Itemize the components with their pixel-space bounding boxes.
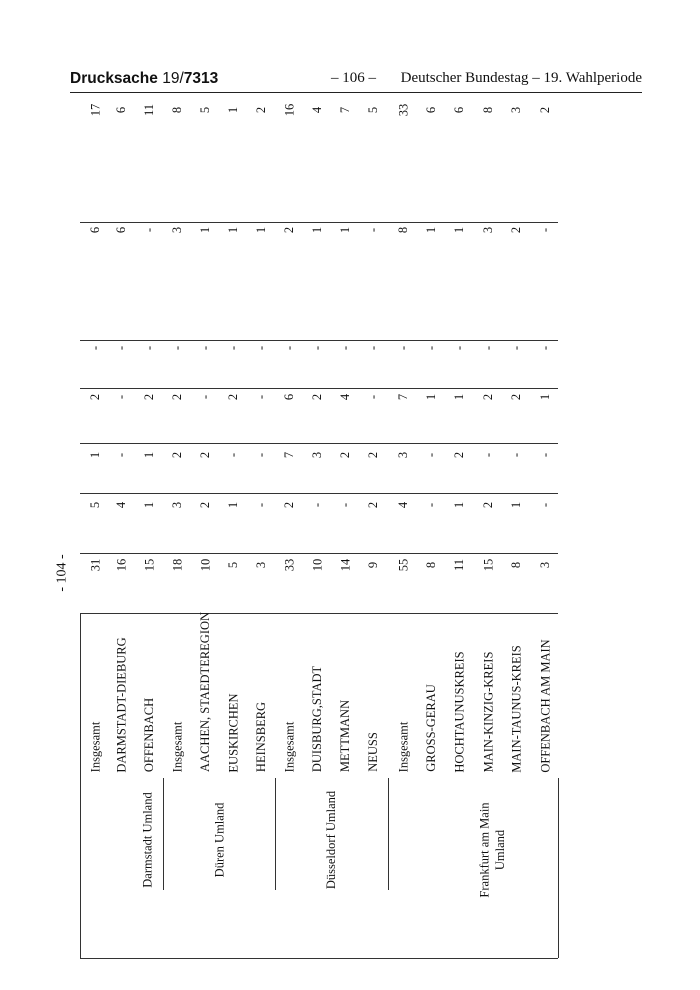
value-cell: - bbox=[481, 452, 496, 458]
rotated-page-number: - 104 - bbox=[54, 554, 70, 592]
row-label: OFFENBACH bbox=[142, 697, 157, 773]
table-right-border bbox=[558, 778, 559, 958]
group-separator bbox=[163, 778, 164, 890]
value-cell: 2 bbox=[198, 501, 213, 509]
value-cell: 11 bbox=[452, 558, 467, 572]
row-label: HOCHTAUNUSKREIS bbox=[452, 650, 467, 773]
value-cell: 3 bbox=[396, 451, 411, 459]
row-label: NEUSS bbox=[365, 732, 380, 772]
value-cell: 4 bbox=[310, 106, 325, 114]
value-cell: 9 bbox=[366, 561, 381, 569]
value-cell: - bbox=[142, 345, 157, 351]
group-label: Düren Umland bbox=[211, 802, 226, 878]
value-cell: - bbox=[424, 452, 439, 458]
value-cell: - bbox=[509, 345, 524, 351]
value-cell: 2 bbox=[481, 393, 496, 401]
row-label: Insgesamt bbox=[87, 721, 102, 772]
value-cell: 2 bbox=[481, 501, 496, 509]
row-label: OFFENBACH AM MAIN bbox=[538, 638, 553, 773]
value-cell: - bbox=[170, 345, 185, 351]
value-cell: - bbox=[538, 227, 553, 233]
row-label: MAIN-KINZIG-KREIS bbox=[480, 651, 495, 772]
group-label: Frankfurt am Main bbox=[477, 802, 492, 898]
value-cell: 2 bbox=[538, 106, 553, 114]
value-cell: 5 bbox=[88, 501, 103, 509]
value-cell: 3 bbox=[538, 561, 553, 569]
value-cell: - bbox=[88, 345, 103, 351]
row-label: AACHEN, STAEDTEREGION bbox=[198, 611, 213, 773]
value-cell: 1 bbox=[254, 226, 269, 234]
value-cell: - bbox=[396, 345, 411, 351]
value-cell: 6 bbox=[424, 106, 439, 114]
value-cell: 5 bbox=[198, 106, 213, 114]
column-separator bbox=[80, 340, 558, 341]
value-cell: 5 bbox=[366, 106, 381, 114]
value-cell: - bbox=[254, 502, 269, 508]
value-cell: 7 bbox=[396, 393, 411, 401]
column-separator bbox=[80, 553, 558, 554]
value-cell: 1 bbox=[142, 501, 157, 509]
value-cell: 1 bbox=[424, 393, 439, 401]
value-cell: 2 bbox=[509, 393, 524, 401]
value-cell: 1 bbox=[88, 451, 103, 459]
value-cell: 1 bbox=[452, 393, 467, 401]
value-cell: 2 bbox=[88, 393, 103, 401]
value-cell: - bbox=[538, 452, 553, 458]
value-cell: - bbox=[114, 452, 129, 458]
value-cell: 2 bbox=[366, 501, 381, 509]
value-cell: - bbox=[254, 394, 269, 400]
row-label: HEINSBERG bbox=[254, 701, 269, 773]
value-cell: 2 bbox=[198, 451, 213, 459]
value-cell: 2 bbox=[452, 451, 467, 459]
value-cell: - bbox=[310, 502, 325, 508]
value-cell: 1 bbox=[198, 226, 213, 234]
value-cell: 33 bbox=[395, 103, 410, 117]
column-separator bbox=[80, 388, 558, 389]
value-cell: - bbox=[198, 394, 213, 400]
column-separator bbox=[80, 222, 558, 223]
value-cell: 1 bbox=[310, 226, 325, 234]
value-cell: 2 bbox=[226, 393, 241, 401]
value-cell: 6 bbox=[282, 393, 297, 401]
value-cell: - bbox=[338, 345, 353, 351]
document-number bbox=[70, 70, 218, 90]
value-cell: 1 bbox=[226, 226, 241, 234]
row-label: Insgesamt bbox=[281, 721, 296, 772]
value-cell: 11 bbox=[142, 103, 157, 117]
doc-number: 7313 bbox=[183, 70, 219, 87]
doc-number-prefix: 19/ bbox=[162, 70, 184, 87]
value-cell: - bbox=[538, 502, 553, 508]
value-cell: 3 bbox=[481, 226, 496, 234]
value-cell: 2 bbox=[282, 501, 297, 509]
value-cell: - bbox=[198, 345, 213, 351]
value-cell: 2 bbox=[338, 451, 353, 459]
value-cell: 14 bbox=[337, 558, 352, 572]
group-separator bbox=[275, 778, 276, 890]
value-cell: 2 bbox=[170, 451, 185, 459]
value-cell: 2 bbox=[254, 106, 269, 114]
value-cell: 2 bbox=[170, 393, 185, 401]
value-cell: 8 bbox=[170, 106, 185, 114]
value-cell: 15 bbox=[141, 558, 156, 572]
group-label: Umland bbox=[493, 829, 508, 871]
value-cell: - bbox=[366, 394, 381, 400]
value-cell: 2 bbox=[509, 226, 524, 234]
value-cell: 6 bbox=[114, 106, 129, 114]
value-cell: 33 bbox=[281, 558, 296, 572]
value-cell: 55 bbox=[395, 558, 410, 572]
value-cell: - bbox=[452, 345, 467, 351]
value-cell: 6 bbox=[88, 226, 103, 234]
value-cell: 4 bbox=[396, 501, 411, 509]
value-cell: - bbox=[226, 452, 241, 458]
value-cell: 3 bbox=[254, 561, 269, 569]
value-cell: 16 bbox=[113, 558, 128, 572]
column-separator bbox=[80, 443, 558, 444]
table-left-border bbox=[80, 613, 81, 958]
value-cell: 6 bbox=[452, 106, 467, 114]
value-cell: 2 bbox=[142, 393, 157, 401]
value-cell: 8 bbox=[509, 561, 524, 569]
value-cell: - bbox=[226, 345, 241, 351]
value-cell: 1 bbox=[226, 106, 241, 114]
column-separator bbox=[80, 493, 558, 494]
doc-label: Drucksache bbox=[70, 70, 158, 87]
value-cell: 4 bbox=[114, 501, 129, 509]
value-cell: 1 bbox=[452, 226, 467, 234]
value-cell: 7 bbox=[282, 451, 297, 459]
value-cell: 1 bbox=[338, 226, 353, 234]
value-cell: 10 bbox=[309, 558, 324, 572]
value-cell: 17 bbox=[87, 103, 102, 117]
value-cell: - bbox=[338, 502, 353, 508]
value-cell: - bbox=[509, 452, 524, 458]
value-cell: 3 bbox=[170, 226, 185, 234]
group-separator bbox=[388, 778, 389, 890]
value-cell: 1 bbox=[538, 393, 553, 401]
value-cell: 7 bbox=[338, 106, 353, 114]
value-cell: 3 bbox=[310, 451, 325, 459]
value-cell: - bbox=[310, 345, 325, 351]
publication-title: Deutscher Bundestag – 19. Wahlperiode bbox=[400, 70, 642, 86]
value-cell: 16 bbox=[281, 103, 296, 117]
row-label: METTMANN bbox=[338, 699, 353, 773]
value-cell: - bbox=[282, 345, 297, 351]
value-cell: 18 bbox=[169, 558, 184, 572]
row-label: DUISBURG,STADT bbox=[310, 665, 325, 773]
value-cell: - bbox=[142, 227, 157, 233]
value-cell: 8 bbox=[481, 106, 496, 114]
row-label: EUSKIRCHEN bbox=[226, 692, 241, 773]
row-label: GROSS-GERAU bbox=[423, 684, 438, 772]
value-cell: 2 bbox=[366, 451, 381, 459]
value-cell: 4 bbox=[338, 393, 353, 401]
row-label: Insgesamt bbox=[395, 721, 410, 772]
value-cell: 1 bbox=[452, 501, 467, 509]
value-cell: - bbox=[538, 345, 553, 351]
page-number: – 106 – bbox=[331, 70, 376, 86]
value-cell: - bbox=[481, 345, 496, 351]
row-label: MAIN-TAUNUS-KREIS bbox=[509, 644, 524, 773]
value-cell: - bbox=[114, 394, 129, 400]
row-label: DARMSTADT-DIEBURG bbox=[114, 636, 129, 773]
value-cell: 5 bbox=[226, 561, 241, 569]
value-cell: - bbox=[114, 345, 129, 351]
value-cell: - bbox=[254, 345, 269, 351]
value-cell: 1 bbox=[509, 501, 524, 509]
value-cell: 8 bbox=[424, 561, 439, 569]
column-separator bbox=[80, 613, 558, 614]
value-cell: 1 bbox=[424, 226, 439, 234]
value-cell: 6 bbox=[114, 226, 129, 234]
value-cell: - bbox=[366, 227, 381, 233]
value-cell: - bbox=[424, 502, 439, 508]
value-cell: 2 bbox=[310, 393, 325, 401]
row-label: Insgesamt bbox=[169, 721, 184, 772]
value-cell: 3 bbox=[170, 501, 185, 509]
value-cell: 1 bbox=[226, 501, 241, 509]
value-cell: - bbox=[366, 345, 381, 351]
group-label: Darmstadt Umland bbox=[140, 792, 155, 888]
value-cell: 31 bbox=[87, 558, 102, 572]
value-cell: 2 bbox=[282, 226, 297, 234]
value-cell: 1 bbox=[142, 451, 157, 459]
group-label: Düsseldorf Umland bbox=[324, 790, 339, 890]
table-bottom-border bbox=[80, 958, 558, 959]
value-cell: 3 bbox=[509, 106, 524, 114]
header-rule bbox=[70, 92, 642, 93]
value-cell: 10 bbox=[197, 558, 212, 572]
value-cell: 8 bbox=[396, 226, 411, 234]
value-cell: 15 bbox=[480, 558, 495, 572]
value-cell: - bbox=[424, 345, 439, 351]
value-cell: - bbox=[254, 452, 269, 458]
